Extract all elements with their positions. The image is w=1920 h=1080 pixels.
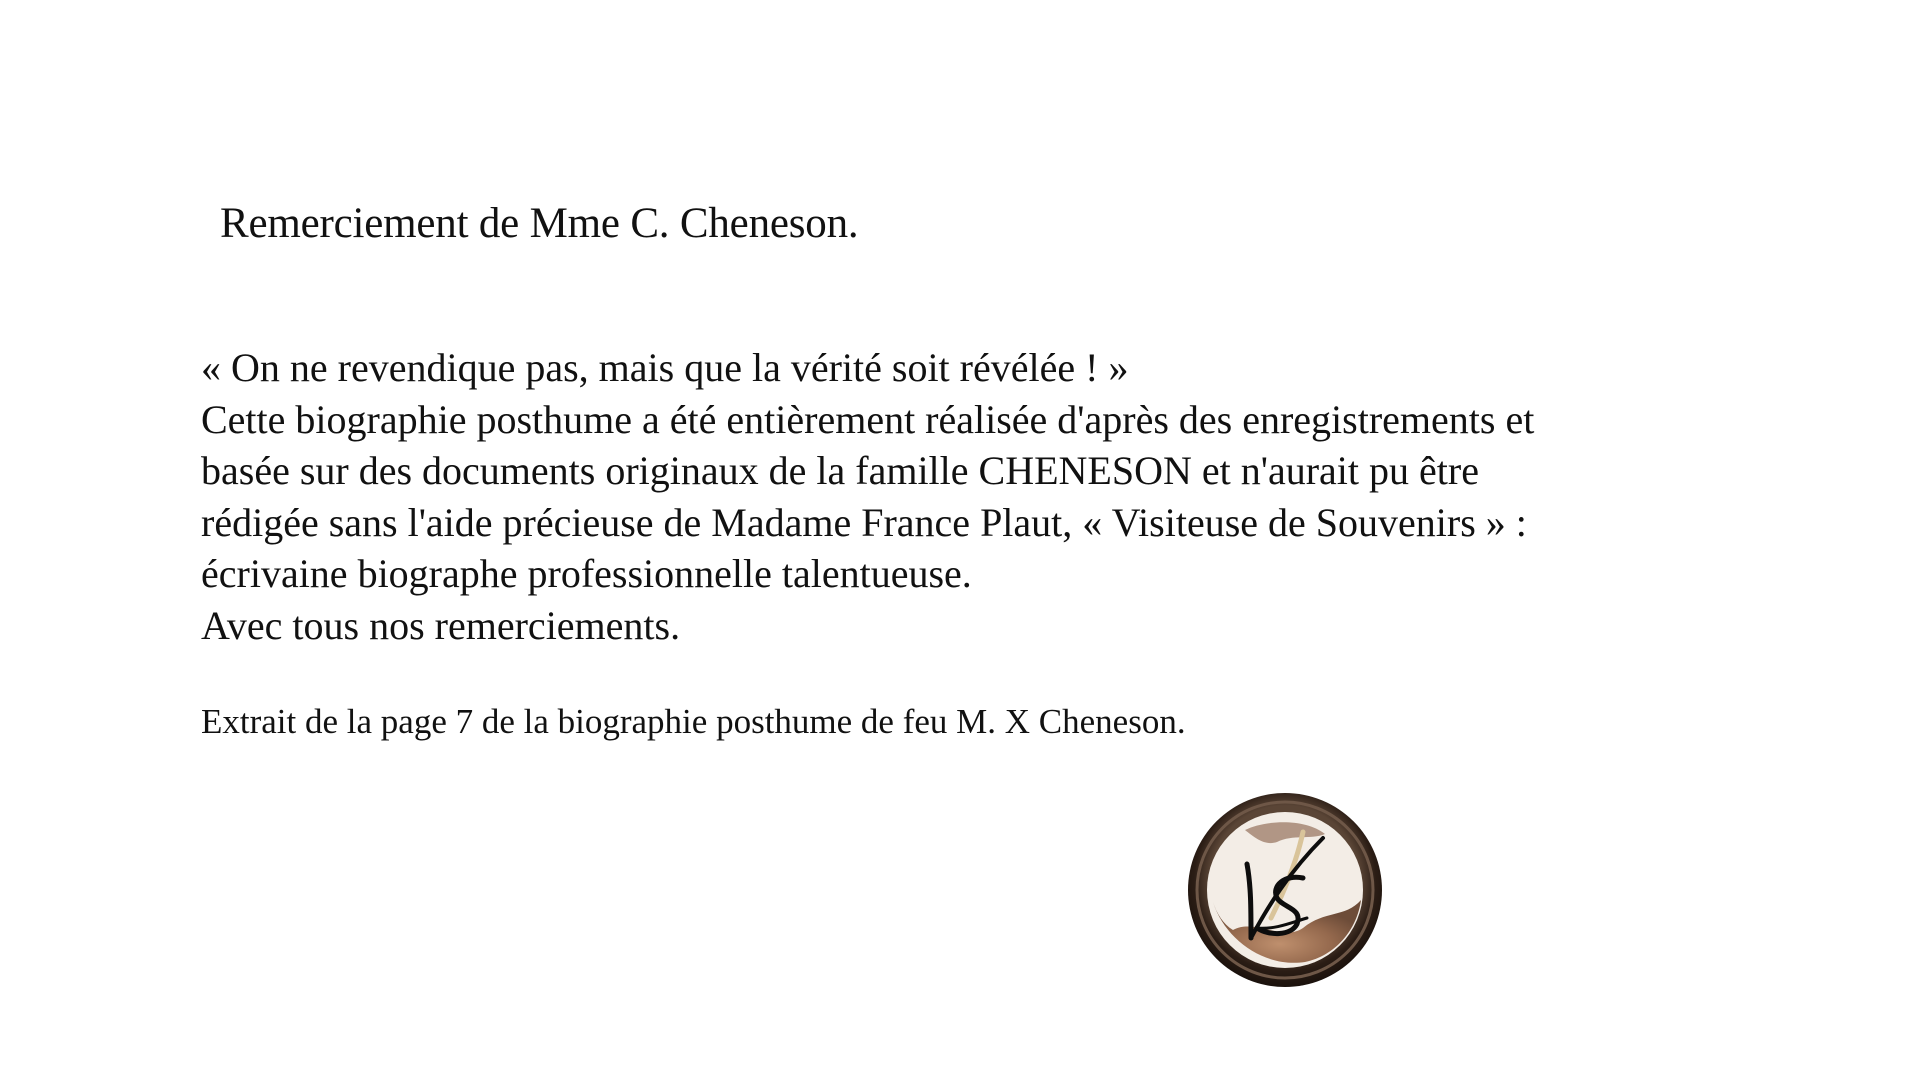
body-line: basée sur des documents originaux de la famille CHENESON et n'aurait pu être	[201, 448, 1479, 493]
page-title: Remerciement de Mme C. Cheneson.	[220, 200, 859, 247]
body-line: rédigée sans l'aide précieuse de Madame France Plaut, « Visiteuse de Souvenirs » :	[201, 499, 1527, 545]
extract-caption: Extrait de la page 7 de la biographie posthume de feu M. X Cheneson.	[201, 702, 1186, 741]
closing-line: Avec tous nos remerciements.	[201, 602, 681, 648]
body-text	[201, 342, 1761, 651]
quote-line: « On ne revendique pas, mais que la vérité soit révélée ! »	[201, 345, 1129, 390]
body-line: Cette biographie posthume a été entièrement réalisée d'après des enregistrements et	[201, 396, 1535, 442]
wax-seal-signature-icon	[1185, 790, 1385, 990]
body-line: écrivaine biographe professionnelle talentueuse.	[201, 551, 972, 596]
